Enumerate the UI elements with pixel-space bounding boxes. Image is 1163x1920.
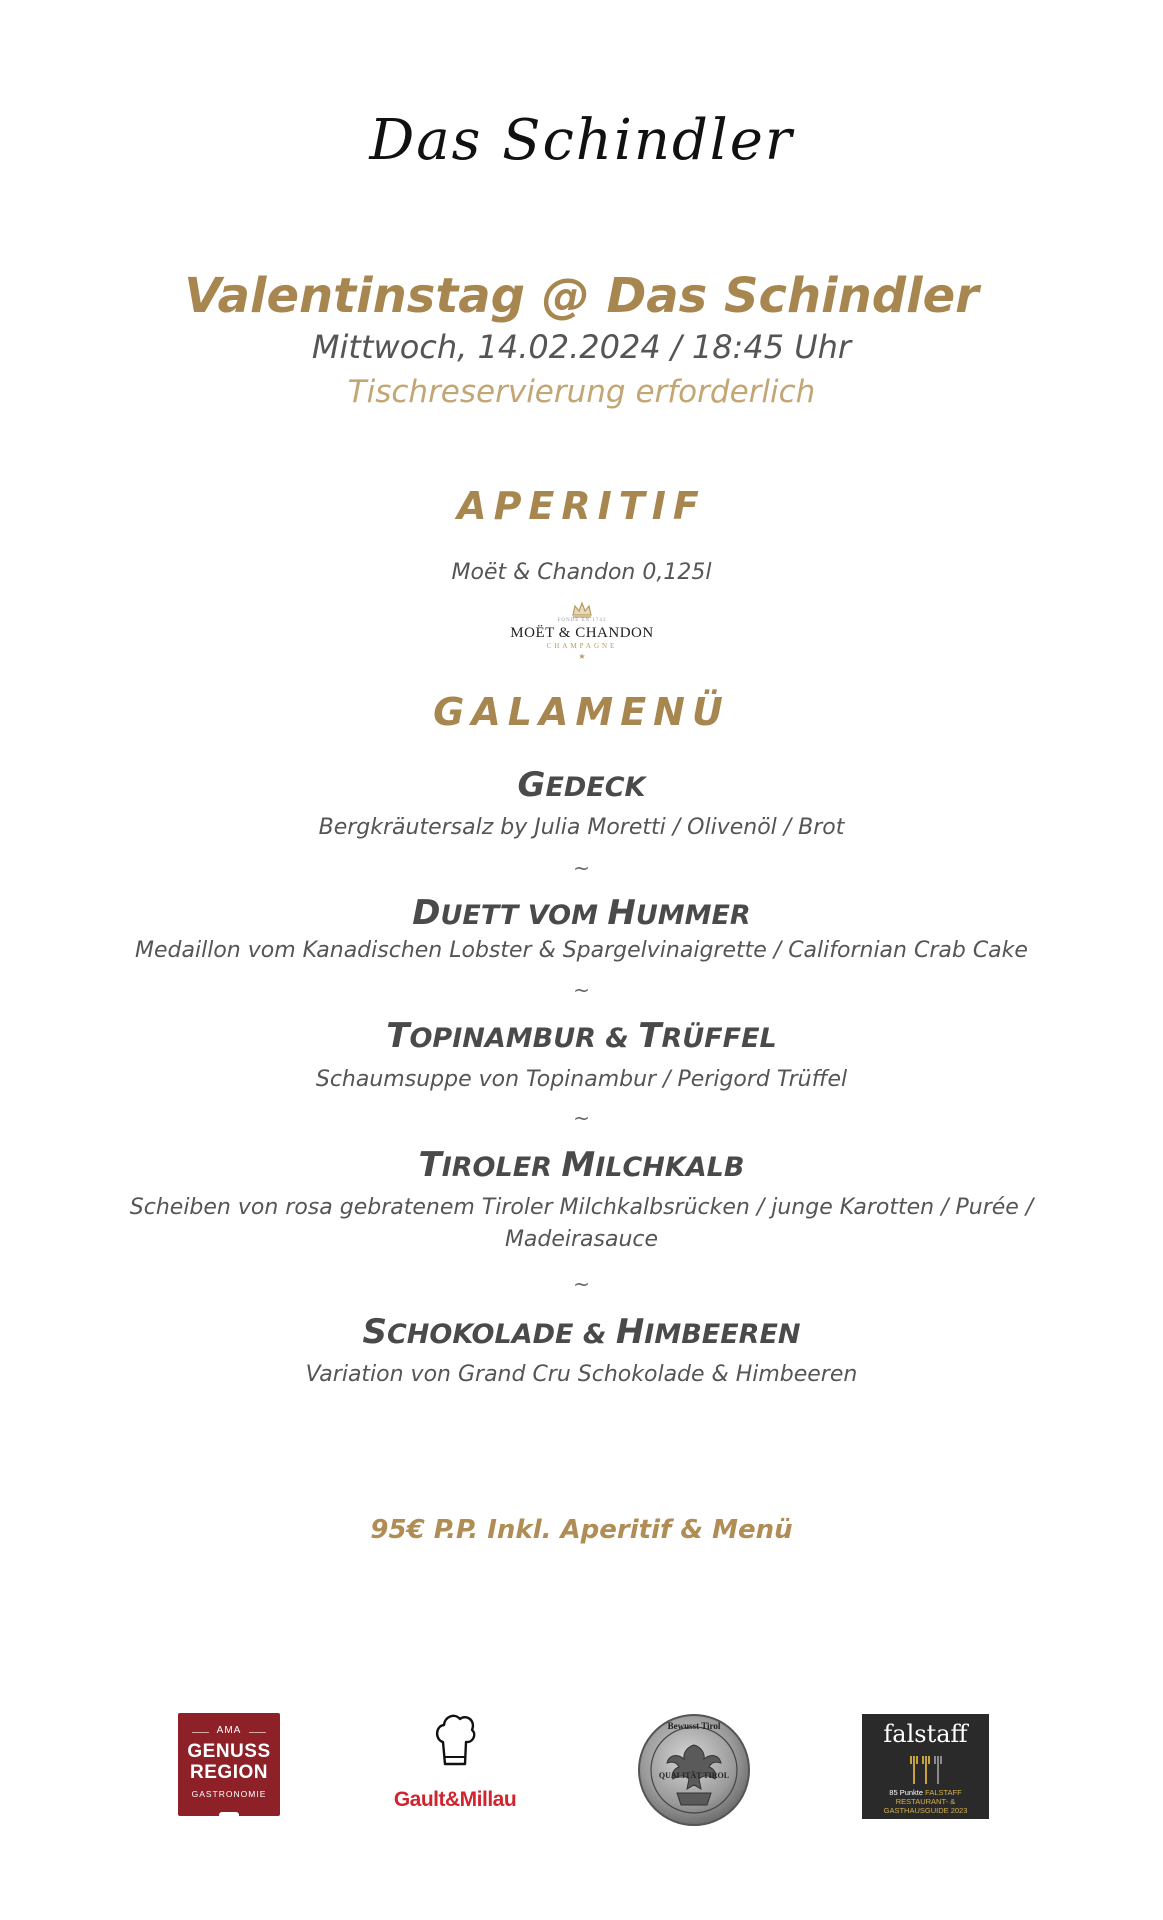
ama-genuss-text: GENUSS <box>187 1741 271 1762</box>
moet-chandon-logo <box>501 597 663 663</box>
star-icon: ★ <box>578 652 586 661</box>
course-separator: ~ <box>573 1106 590 1130</box>
course-desc-gedeck: Bergkräutersalz by Julia Moretti / Olivenöl / Brot <box>318 815 845 840</box>
cutlery-icon <box>908 1754 944 1786</box>
event-date: Mittwoch, 14.02.2024 / 18:45 Uhr <box>311 328 852 366</box>
course-separator: ~ <box>573 1272 590 1296</box>
moet-champagne-text: CHAMPAGNE <box>546 642 618 650</box>
course-title-schokolade: SCHOKOLADE & HIMBEEREN <box>362 1312 801 1352</box>
aperitif-heading: APERITIF <box>457 484 706 528</box>
moet-founded-text: FONDÉ EN 1743 <box>557 618 607 623</box>
seal-bottom-text: QUALITÄT TIROL <box>658 1771 730 1780</box>
gault-millau-text: Gault&Millau <box>393 1788 517 1811</box>
falstaff-logo <box>862 1714 989 1819</box>
course-desc-schokolade: Variation von Grand Cru Schokolade & Himbeeren <box>305 1362 858 1387</box>
falstaff-name-text: falstaff <box>883 1720 968 1748</box>
course-desc-hummer: Medaillon vom Kanadischen Lobster & Spargelvinaigrette / Californian Crab Cake <box>135 938 1028 963</box>
seal-top-text: Bewusst Tirol <box>667 1721 721 1731</box>
chef-hat-icon <box>433 1712 477 1772</box>
ama-region-text: REGION <box>190 1762 268 1783</box>
ama-notch <box>219 1812 239 1817</box>
ama-top-text: AMA <box>209 1725 249 1736</box>
course-separator: ~ <box>573 856 590 880</box>
course-title-gedeck: GEDECK <box>517 765 646 805</box>
brand-logo-text: Das Schindler <box>369 108 794 173</box>
qualitaet-tirol-seal <box>637 1713 751 1827</box>
crown-icon <box>573 603 591 617</box>
course-desc-milchkalb-line1: Scheiben von rosa gebratenem Tiroler Milchkalbsrücken / junge Karotten / Purée / <box>129 1195 1034 1220</box>
event-title: Valentinstag @ Das Schindler <box>184 268 979 324</box>
gault-millau-logo <box>385 1712 525 1816</box>
reservation-note: Tischreservierung erforderlich <box>347 374 816 410</box>
ama-gastronomie-text: GASTRONOMIE <box>191 1789 267 1799</box>
falstaff-sub-text: 85 Punkte FALSTAFF RESTAURANT- & GASTHAUSGUIDE 2023 <box>883 1788 968 1815</box>
course-separator: ~ <box>573 978 590 1002</box>
course-title-topinambur: TOPINAMBUR & TRÜFFEL <box>386 1016 777 1056</box>
galamenu-heading: GALAMENÜ <box>433 690 730 734</box>
course-title-milchkalb: TIROLER MILCHKALB <box>418 1145 745 1185</box>
course-desc-milchkalb-line2: Madeirasauce <box>504 1227 659 1252</box>
course-title-hummer: DUETT VOM HUMMER <box>412 893 751 933</box>
course-desc-topinambur: Schaumsuppe von Topinambur / Perigord Trüffel <box>315 1067 848 1092</box>
price-text: 95€ P.P. Inkl. Aperitif & Menü <box>370 1515 793 1545</box>
ama-genuss-region-logo <box>178 1713 280 1816</box>
aperitif-item: Moët & Chandon 0,125l <box>451 560 712 585</box>
moet-name-text: MOËT & CHANDON <box>510 625 654 641</box>
